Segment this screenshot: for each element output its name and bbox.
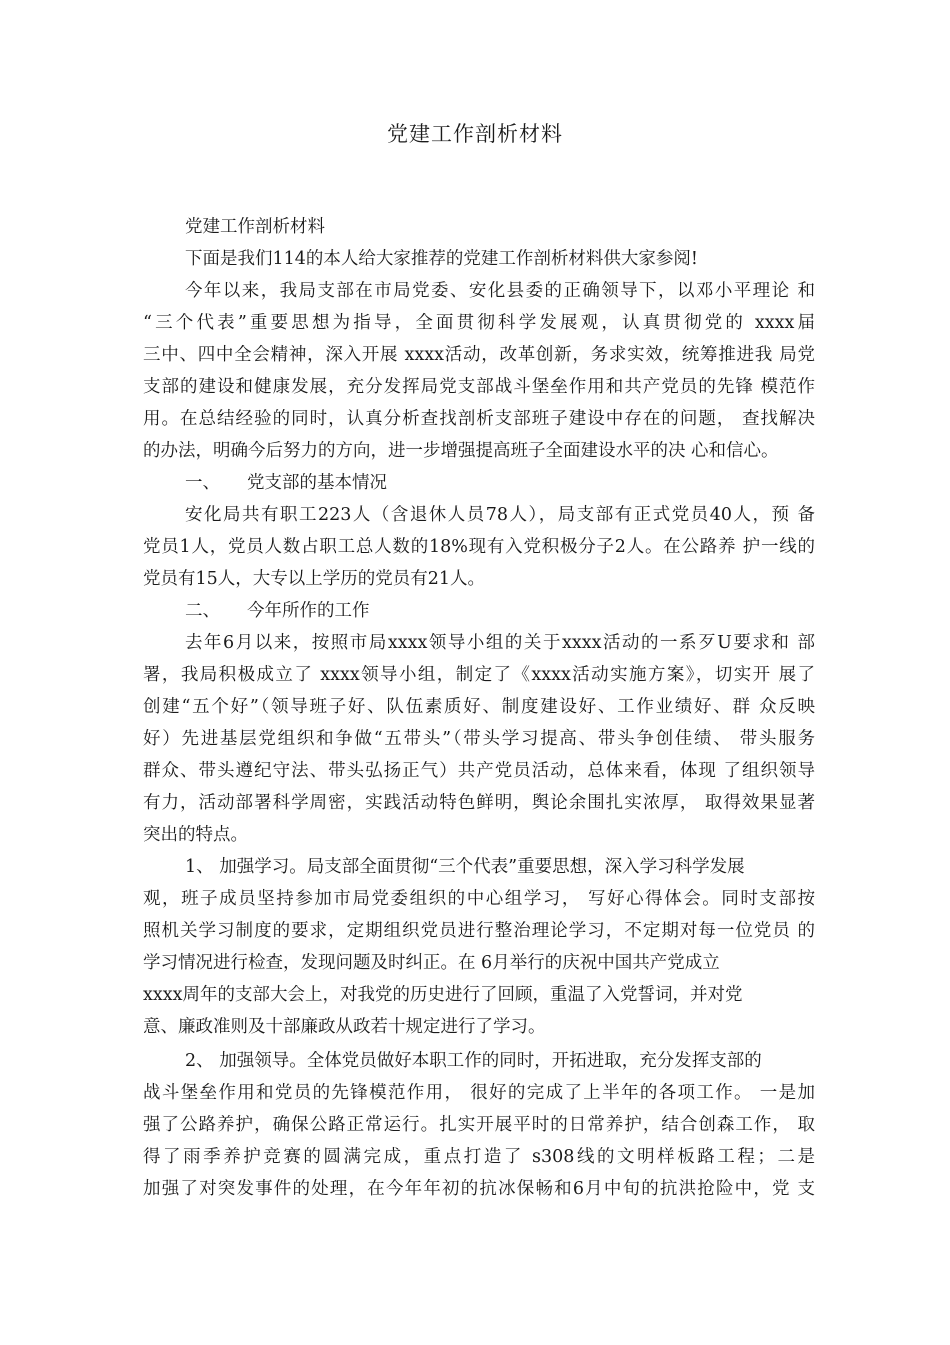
section-number: 二、: [185, 601, 220, 621]
paragraph-line: 党建工作剖析材料: [185, 217, 325, 237]
paragraph-line: 突出的特点。: [143, 825, 248, 845]
paragraph-line: 创建“五个好”（领导班子好、队伍素质好、制度建设好、工作业绩好、群 众反映: [143, 697, 815, 717]
paragraph-line: “三个代表”重要思想为指导，全面贯彻科学发展观，认真贯彻党的 xxxx届: [143, 313, 815, 333]
paragraph-line: 加强了对突发事件的处理，在今年年初的抗冰保畅和6月中旬的抗洪抢险中，党 支: [143, 1179, 815, 1199]
paragraph-line: 得了雨季养护竞赛的圆满完成，重点打造了 s308线的文明样板路工程；二是: [143, 1147, 815, 1167]
section-heading: [185, 466, 857, 500]
page-title: 党建工作剖析材料: [387, 122, 563, 146]
paragraph-line: xxxx周年的支部大会上，对我党的历史进行了回顾，重温了入党誓词，并对党: [143, 985, 743, 1005]
paragraph-line: 去年6月以来，按照市局xxxx领导小组的关于xxxx活动的一系歹U要求和 部: [185, 633, 815, 653]
paragraph-line: 今年以来，我局支部在市局党委、安化县委的正确领导下，以邓小平理论 和: [185, 281, 815, 301]
paragraph-line: 署，我局积极成立了 xxxx领导小组，制定了《xxxx活动实施方案》，切实开 展了: [143, 665, 815, 685]
paragraph-line: 强了公路养护，确保公路正常运行。扎实开展平时的日常养护，结合创森工作， 取: [143, 1115, 815, 1135]
paragraph-line: 支部的建设和健康发展，充分发挥局党支部战斗堡垒作用和共产党员的先锋 模范作: [143, 377, 815, 397]
paragraph-line: 意、廉政准则及十部廉政从政若十规定进行了学习。: [143, 1017, 546, 1037]
paragraph-line: 群众、带头遵纪守法、带头弘扬正气）共产党员活动，总体来看，体现 了组织领导: [143, 761, 815, 781]
paragraph-line: 有力，活动部署科学周密，实践活动特色鲜明，舆论余围扎实浓厚， 取得效果显著: [143, 793, 815, 813]
paragraph-line: 党员1人，党员人数占职工总人数的18%现有入党积极分子2人。在公路养 护一线的: [143, 537, 815, 557]
paragraph-line: 学习情况进行检查，发现问题及时纠正。在 6月举行的庆祝中国共产党成立: [143, 953, 720, 973]
list-item-heading: 1、 加强学习。局支部全面贯彻“三个代表”重要思想，深入学习科学发展: [185, 857, 745, 877]
paragraph-line: 好）先进基层党组织和争做“五带头”（带头学习提高、带头争创佳绩、 带头服务: [143, 729, 815, 749]
paragraph-line: 三中、四中全会精神，深入开展 xxxx活动，改革创新，务求实效，统筹推进我 局党: [143, 345, 815, 365]
paragraph-line: 党员有15人，大专以上学历的党员有21人。: [143, 569, 486, 589]
paragraph-line: 用。在总结经验的同时，认真分析查找剖析支部班子建设中存在的问题， 查找解决: [143, 409, 815, 429]
section-heading-text: 今年所作的工作: [247, 601, 370, 621]
section-heading-text: 党支部的基本情况: [247, 473, 387, 493]
paragraph-line: 观，班子成员坚持参加市局党委组织的中心组学习， 写好心得体会。同时支部按: [143, 889, 815, 909]
paragraph-line: 下面是我们114的本人给大家推荐的党建工作剖析材料供大家参阅!: [185, 249, 698, 269]
section-heading: [185, 594, 857, 628]
paragraph-line: 的办法，明确今后努力的方向，进一步增强提高班子全面建设水平的决 心和信心。: [143, 441, 779, 461]
paragraph-line: 安化局共有职工223人（含退休人员78人），局支部有正式党员40人，预 备: [185, 505, 815, 525]
section-number: 一、: [185, 473, 220, 493]
paragraph-line: 照机关学习制度的要求，定期组织党员进行整治理论学习，不定期对每一位党员 的: [143, 921, 815, 941]
list-item-heading: 2、 加强领导。全体党员做好本职工作的同时，开拓进取，充分发挥支部的: [185, 1051, 762, 1071]
paragraph-line: 战斗堡垒作用和党员的先锋模范作用， 很好的完成了上半年的各项工作。 一是加: [143, 1083, 815, 1103]
